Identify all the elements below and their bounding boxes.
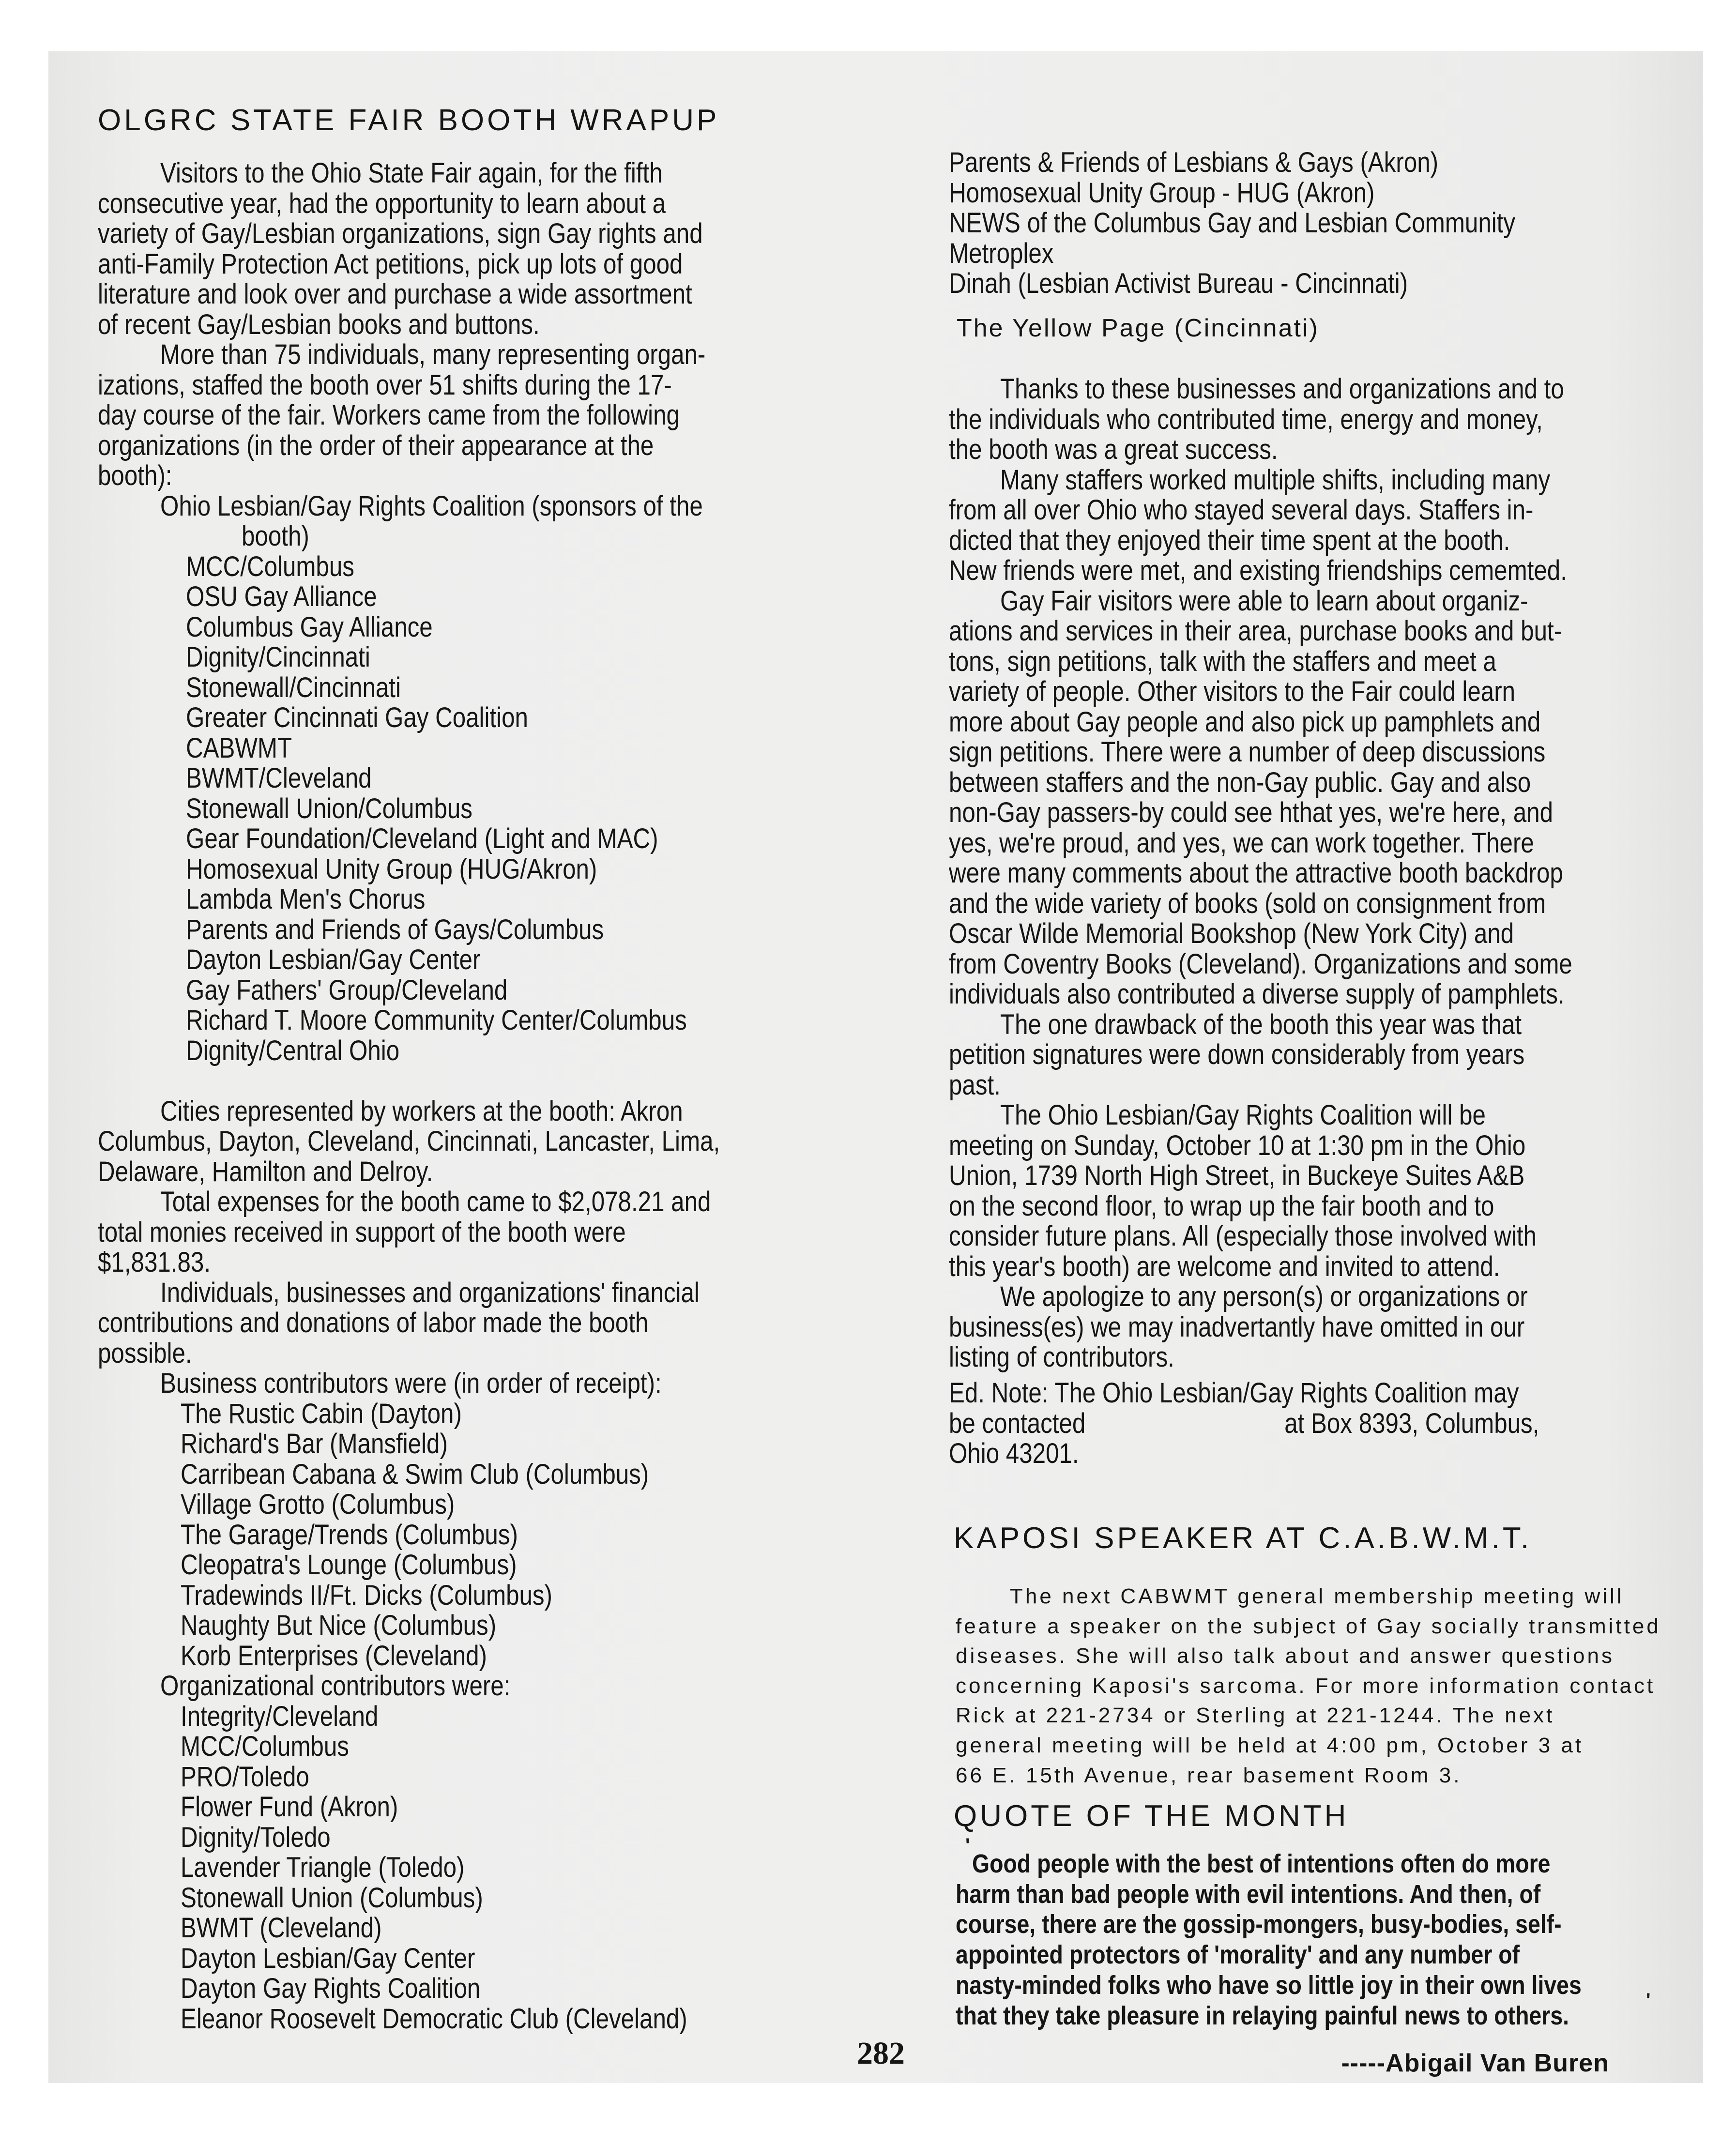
- text-line-content: past.: [949, 1069, 1001, 1101]
- text-line-content: petition signatures were down considerably from years: [949, 1039, 1525, 1070]
- text-line: [98, 1248, 830, 1278]
- text-line: [98, 310, 830, 340]
- text-line-content: More than 75 individuals, many representing organ-: [160, 339, 706, 370]
- text-line-content: Dinah (Lesbian Activist Bureau - Cincinnati): [949, 268, 1408, 299]
- text-line-content: ations and services in their area, purchase books and but-: [949, 615, 1562, 647]
- text-line-content: New friends were met, and existing friendships cememted.: [949, 555, 1567, 586]
- text-line-content: individuals also contributed a diverse supply of pamphlets.: [949, 978, 1565, 1010]
- text-line: [98, 1429, 830, 1460]
- text-line-content: Carribean Cabana & Swim Club (Columbus): [181, 1458, 649, 1490]
- text-line: [949, 178, 1615, 209]
- text-line: [949, 677, 1682, 707]
- business-contributors-heading: Business contributors were (in order of receipt):: [160, 1368, 662, 1399]
- text-line-content: The Ohio Lesbian/Gay Rights Coalition will be: [1000, 1099, 1486, 1131]
- text-line: [98, 400, 830, 431]
- text-line-content: Ed. Note: The Ohio Lesbian/Gay Rights Coalition may: [949, 1377, 1519, 1409]
- text-line-content: between staffers and the non-Gay public. Gay and also: [949, 766, 1531, 798]
- text-line-content: Korb Enterprises (Cleveland): [181, 1640, 487, 1672]
- text-line: [949, 1040, 1682, 1070]
- text-line: [98, 219, 830, 249]
- text-line: [949, 465, 1682, 496]
- text-line: [949, 1409, 1644, 1439]
- text-line: [949, 1010, 1682, 1040]
- paragraph-staffers: [949, 465, 1682, 586]
- text-line: [98, 1308, 830, 1339]
- text-line-content: consecutive year, had the opportunity to learn about a: [98, 187, 666, 219]
- yellow-page-item: The Yellow Page (Cincinnati): [957, 314, 1319, 342]
- text-line-content: dicted that they enjoyed their time spent at the booth.: [949, 524, 1510, 556]
- text-line: [98, 1944, 830, 1974]
- text-line: [98, 1883, 830, 1914]
- text-line: [98, 431, 830, 461]
- text-line: [956, 1940, 1683, 1970]
- paragraph-individuals: [98, 340, 830, 491]
- text-line: [949, 1282, 1682, 1312]
- text-line-content: Good people with the best of intentions often do more: [972, 1849, 1551, 1878]
- text-line: [98, 370, 830, 401]
- text-line-content: Parents and Friends of Gays/Columbus: [186, 913, 604, 945]
- text-line: [949, 647, 1682, 677]
- text-line-content: literature and look over and purchase a wide assortment: [98, 278, 692, 310]
- text-line: [949, 208, 1615, 239]
- text-line-content: from Coventry Books (Cleveland). Organizations and some: [949, 948, 1572, 980]
- text-line-content: Parents & Friends of Lesbians & Gays (Akron): [949, 147, 1439, 178]
- text-line: [956, 1849, 1683, 1879]
- text-line: [949, 616, 1682, 647]
- text-line-content: Gay Fair visitors were able to learn about organiz-: [1000, 585, 1528, 617]
- text-line: [98, 2004, 830, 2035]
- text-line-content: Ohio 43201.: [949, 1438, 1079, 1469]
- text-line-content: Eleanor Roosevelt Democratic Club (Cleveland): [181, 2003, 687, 2035]
- text-line: [949, 1439, 1644, 1469]
- organizational-contributors-heading: Organizational contributors were:: [160, 1670, 511, 1702]
- text-line: [956, 1761, 1661, 1791]
- text-line: [98, 854, 830, 885]
- paragraph-meeting: [949, 1100, 1682, 1282]
- paragraph-thanks: [949, 374, 1682, 465]
- text-line-content: NEWS of the Columbus Gay and Lesbian Community: [949, 207, 1516, 239]
- text-line-content: Many staffers worked multiple shifts, including many: [1000, 464, 1551, 496]
- text-line: [949, 435, 1682, 465]
- text-line: [98, 1974, 830, 2004]
- text-line: [98, 1005, 830, 1036]
- paragraph-expenses: [98, 1187, 830, 1278]
- text-line-content: izations, staffed the booth over 51 shifts during the 17-: [98, 369, 672, 401]
- text-line-content: Thanks to these businesses and organizations and to: [1000, 373, 1564, 405]
- organizations-list-continued: [949, 148, 1615, 299]
- text-line: [956, 1641, 1661, 1671]
- text-line-content: organizations (in the order of their appearance at the: [98, 429, 654, 461]
- text-line: [98, 1853, 830, 1883]
- text-line-content: Lavender Triangle (Toledo): [181, 1852, 465, 1883]
- text-line-content: yes, we're proud, and yes, we can work together. There: [949, 827, 1534, 859]
- paragraph-drawback: [949, 1010, 1682, 1101]
- text-line-content: Oscar Wilde Memorial Bookshop (New York City) and: [949, 918, 1514, 949]
- text-line: [98, 915, 830, 945]
- text-line: [98, 461, 830, 491]
- text-line: [956, 2001, 1683, 2031]
- text-line-content: Stonewall Union (Columbus): [181, 1882, 483, 1914]
- text-line: [949, 556, 1682, 586]
- right-column-body: [949, 374, 1682, 1373]
- text-line-content: that they take pleasure in relaying painful news to others.: [956, 2001, 1569, 2030]
- text-line-content: harm than bad people with evil intentions. And then, of: [956, 1879, 1541, 1909]
- text-line: [98, 1096, 830, 1127]
- quote-attribution: -----Abigail Van Buren: [1341, 2049, 1609, 2077]
- editor-note: [949, 1378, 1644, 1469]
- text-line-content: Flower Fund (Akron): [181, 1791, 398, 1823]
- text-line-content: of recent Gay/Lesbian books and buttons.: [98, 308, 540, 340]
- quote-of-the-month-title: QUOTE OF THE MONTH: [954, 1799, 1349, 1833]
- text-line-content: sign petitions. There were a number of deep discussions: [949, 736, 1546, 768]
- text-line: [949, 269, 1615, 299]
- text-line-content: Richard T. Moore Community Center/Columbus: [186, 1004, 687, 1036]
- text-line-content: possible.: [98, 1337, 192, 1369]
- text-line-content: Homosexual Unity Group - HUG (Akron): [949, 177, 1375, 209]
- text-line: [98, 552, 830, 582]
- text-line: [956, 1701, 1661, 1731]
- text-line-content: Integrity/Cleveland: [181, 1700, 379, 1732]
- text-line-content: Greater Cincinnati Gay Coalition: [186, 702, 528, 733]
- text-line: [98, 1823, 830, 1853]
- text-line: [98, 612, 830, 643]
- text-line-content: on the second floor, to wrap up the fair booth and to: [949, 1190, 1494, 1222]
- text-line-content: Individuals, businesses and organizations' financial: [160, 1277, 700, 1308]
- text-line: [98, 642, 830, 673]
- text-line: [98, 1217, 830, 1248]
- text-line: [949, 586, 1682, 617]
- text-line-content: Stonewall Union/Columbus: [186, 792, 472, 824]
- text-line: [98, 1792, 830, 1823]
- text-line-content: Total expenses for the booth came to $2,078.21 and: [160, 1186, 711, 1217]
- text-line-content: Cities represented by workers at the booth: Akron: [160, 1095, 683, 1127]
- text-line-content: meeting on Sunday, October 10 at 1:30 pm in the Ohio: [949, 1129, 1526, 1161]
- text-line-content: The one drawback of the booth this year was that: [1000, 1008, 1522, 1040]
- text-line-content: consider future plans. All (especially those involved with: [949, 1220, 1537, 1252]
- text-line-content: Dayton Lesbian/Gay Center: [186, 944, 481, 975]
- text-line: [98, 1399, 830, 1430]
- text-line-content: and the wide variety of books (sold on consignment from: [949, 887, 1546, 919]
- text-line-content: Lambda Men's Chorus: [186, 883, 426, 915]
- text-line: [98, 1278, 830, 1308]
- text-line: [98, 1732, 830, 1762]
- paragraph-kaposi: [956, 1582, 1661, 1790]
- text-line-content: the booth was a great success.: [949, 434, 1278, 465]
- article-title-kaposi: KAPOSI SPEAKER AT C.A.B.W.M.T.: [954, 1521, 1532, 1555]
- text-line: [956, 1582, 1661, 1612]
- text-line-content: Rick at 221-2734 or Sterling at 221-1244. The next: [956, 1704, 1555, 1728]
- text-line-content: non-Gay passers-by could see hthat yes, we're here, and: [949, 797, 1553, 828]
- text-line-content: appointed protectors of 'morality' and any number of: [956, 1940, 1520, 1970]
- paragraph-apology: [949, 1282, 1682, 1373]
- text-line: [98, 763, 830, 794]
- text-line: [98, 1339, 830, 1369]
- text-line-content: diseases. She will also talk about and answer questions: [956, 1644, 1614, 1668]
- text-line: [98, 158, 830, 189]
- text-line: [98, 794, 830, 824]
- text-line: [98, 1520, 830, 1551]
- text-line-content: Dayton Lesbian/Gay Center: [181, 1942, 475, 1974]
- text-line-content: this year's booth) are welcome and invited to attend.: [949, 1250, 1500, 1282]
- text-line-content: course, there are the gossip-mongers, busy-bodies, self-: [956, 1910, 1562, 1939]
- text-line-content: business(es) we may inadvertantly have omitted in our: [949, 1311, 1525, 1343]
- text-line: [956, 1879, 1683, 1910]
- text-line-content: were many comments about the attractive booth backdrop: [949, 857, 1563, 889]
- text-line: [949, 707, 1682, 738]
- text-line-content: from all over Ohio who stayed several days. Staffers in-: [949, 494, 1534, 526]
- text-line-content: nasty-minded folks who have so little joy in their own lives: [956, 1970, 1582, 2000]
- text-line: [98, 249, 830, 280]
- text-line: [98, 1126, 830, 1157]
- text-line-content: Dignity/Toledo: [181, 1821, 331, 1853]
- article-title-booth-wrapup: OLGRC STATE FAIR BOOTH WRAPUP: [98, 104, 720, 137]
- text-line-content: Dignity/Cincinnati: [186, 641, 370, 673]
- text-line-content: The Garage/Trends (Columbus): [181, 1519, 518, 1551]
- text-line-content: Dayton Gay Rights Coalition: [181, 1973, 481, 2004]
- text-line-content: MCC/Columbus: [186, 550, 354, 582]
- text-line: [98, 1611, 830, 1641]
- text-line-content: The Rustic Cabin (Dayton): [181, 1398, 462, 1430]
- text-line: [956, 1909, 1683, 1940]
- business-contributors-list: [98, 1399, 830, 1672]
- worker-organizations-list: [98, 552, 830, 1066]
- text-line: [956, 1731, 1661, 1761]
- text-line: [98, 733, 830, 764]
- text-line-content: Gay Fathers' Group/Cleveland: [186, 974, 508, 1006]
- text-line: [949, 1378, 1644, 1409]
- text-line: [98, 189, 830, 219]
- text-line: [949, 1100, 1682, 1131]
- text-line: [949, 405, 1682, 435]
- quote-close-mark: ': [1646, 1990, 1651, 2011]
- text-line: [949, 1252, 1682, 1282]
- text-line: [949, 526, 1682, 556]
- text-line: [98, 1913, 830, 1944]
- quote-open-mark: ': [965, 1835, 970, 1856]
- text-line: [949, 1191, 1682, 1222]
- text-line-content: Union, 1739 North High Street, in Buckeye Suites A&B: [949, 1160, 1525, 1191]
- text-line: [98, 1157, 830, 1187]
- organizational-contributors-list: [98, 1702, 830, 2035]
- text-line-content: Village Grotto (Columbus): [181, 1489, 455, 1520]
- text-line-content: The next CABWMT general membership meeting will: [1010, 1584, 1624, 1608]
- text-line-content: Stonewall/Cincinnati: [186, 671, 401, 703]
- text-line: [98, 1762, 830, 1793]
- list-item-continuation: booth): [242, 520, 309, 552]
- text-line: [949, 919, 1682, 949]
- text-line-content: Cleopatra's Lounge (Columbus): [181, 1549, 517, 1581]
- text-line: [98, 703, 830, 733]
- text-line-content: total monies received in support of the booth were: [98, 1216, 626, 1248]
- text-line-content: variety of people. Other visitors to the Fair could learn: [949, 676, 1516, 707]
- text-line-content: Gear Foundation/Cleveland (Light and MAC): [186, 823, 658, 854]
- text-line-content: be contacted at Box 8393, Columbus,: [949, 1407, 1539, 1439]
- text-line-content: tons, sign petitions, talk with the staffers and meet a: [949, 645, 1496, 677]
- text-line-content: Delaware, Hamilton and Delroy.: [98, 1156, 433, 1187]
- text-line-content: Visitors to the Ohio State Fair again, for the fifth: [160, 157, 663, 189]
- text-line: [949, 1131, 1682, 1161]
- text-line: [98, 279, 830, 310]
- text-line-content: anti-Family Protection Act petitions, pick up lots of good: [98, 248, 683, 280]
- text-line-content: $1,831.83.: [98, 1247, 211, 1278]
- text-line: [949, 1070, 1682, 1101]
- text-line-content: variety of Gay/Lesbian organizations, sign Gay rights and: [98, 218, 703, 249]
- text-line: [98, 1187, 830, 1217]
- text-line: [949, 798, 1682, 828]
- text-line: [98, 1460, 830, 1490]
- text-line-content: BWMT (Cleveland): [181, 1912, 382, 1944]
- text-line-content: booth):: [98, 460, 172, 491]
- text-line: [949, 768, 1682, 798]
- text-line-content: BWMT/Cleveland: [186, 762, 372, 794]
- text-line-content: the individuals who contributed time, energy and money,: [949, 403, 1543, 435]
- paragraph-fair-visitors: [949, 586, 1682, 1010]
- text-line: [98, 945, 830, 975]
- text-line: [956, 1612, 1661, 1642]
- text-line: [949, 148, 1615, 178]
- text-line-content: PRO/Toledo: [181, 1761, 309, 1793]
- paragraph-contributions: [98, 1278, 830, 1369]
- text-line: [98, 673, 830, 703]
- text-line: [98, 1490, 830, 1520]
- text-line: [98, 340, 830, 370]
- left-column: [98, 158, 830, 2034]
- text-line: [98, 884, 830, 915]
- text-line: [949, 979, 1682, 1010]
- text-line: [98, 582, 830, 612]
- paragraph-cities: [98, 1096, 830, 1187]
- text-line-content: CABWMT: [186, 732, 292, 764]
- text-line: [949, 1312, 1682, 1343]
- text-line: [949, 1161, 1682, 1191]
- page-number: 282: [857, 2036, 905, 2071]
- text-line-content: Columbus, Dayton, Cleveland, Cincinnati, Lancaster, Lima,: [98, 1126, 720, 1157]
- text-line: [98, 1702, 830, 1732]
- text-line: [949, 737, 1682, 768]
- text-line-content: Columbus Gay Alliance: [186, 611, 433, 643]
- text-line: [949, 949, 1682, 980]
- text-line-content: Dignity/Central Ohio: [186, 1035, 400, 1066]
- text-line-content: concerning Kaposi's sarcoma. For more information contact: [956, 1674, 1656, 1698]
- text-line-content: Naughty But Nice (Columbus): [181, 1610, 497, 1641]
- text-line: [98, 824, 830, 854]
- text-line-content: 66 E. 15th Avenue, rear basement Room 3.: [956, 1763, 1462, 1787]
- text-line-content: contributions and donations of labor made the booth: [98, 1307, 649, 1339]
- paragraph-visitors: [98, 158, 830, 340]
- text-line-content: Richard's Bar (Mansfield): [181, 1428, 448, 1460]
- text-line: [956, 1970, 1683, 2001]
- text-line-content: Metroplex: [949, 237, 1054, 269]
- text-line: [949, 889, 1682, 919]
- text-line-content: feature a speaker on the subject of Gay socially transmitted: [956, 1614, 1661, 1638]
- text-line: [949, 495, 1682, 526]
- text-line-content: Tradewinds II/Ft. Dicks (Columbus): [181, 1579, 552, 1611]
- text-line: [98, 1036, 830, 1066]
- text-line-content: OSU Gay Alliance: [186, 581, 377, 612]
- text-line-content: more about Gay people and also pick up pamphlets and: [949, 706, 1541, 738]
- text-line-content: general meeting will be held at 4:00 pm, October 3 at: [956, 1733, 1584, 1757]
- text-line: [949, 858, 1682, 889]
- text-line: [949, 1221, 1682, 1252]
- list-item: Ohio Lesbian/Gay Rights Coalition (sponsors of the: [160, 490, 703, 522]
- text-line: [949, 374, 1682, 405]
- text-line: [949, 828, 1682, 859]
- text-line: [956, 1671, 1661, 1701]
- text-line: [949, 239, 1615, 269]
- text-line: [98, 1550, 830, 1581]
- text-line-content: Homosexual Unity Group (HUG/Akron): [186, 853, 597, 885]
- text-line-content: We apologize to any person(s) or organizations or: [1000, 1281, 1528, 1312]
- text-line: [949, 1342, 1682, 1373]
- text-line: [98, 1581, 830, 1611]
- quote-text: [956, 1849, 1683, 2031]
- text-line-content: MCC/Columbus: [181, 1731, 349, 1762]
- text-line: [98, 975, 830, 1006]
- text-line-content: listing of contributors.: [949, 1341, 1174, 1373]
- text-line-content: day course of the fair. Workers came from the following: [98, 399, 680, 431]
- text-line: [98, 1641, 830, 1672]
